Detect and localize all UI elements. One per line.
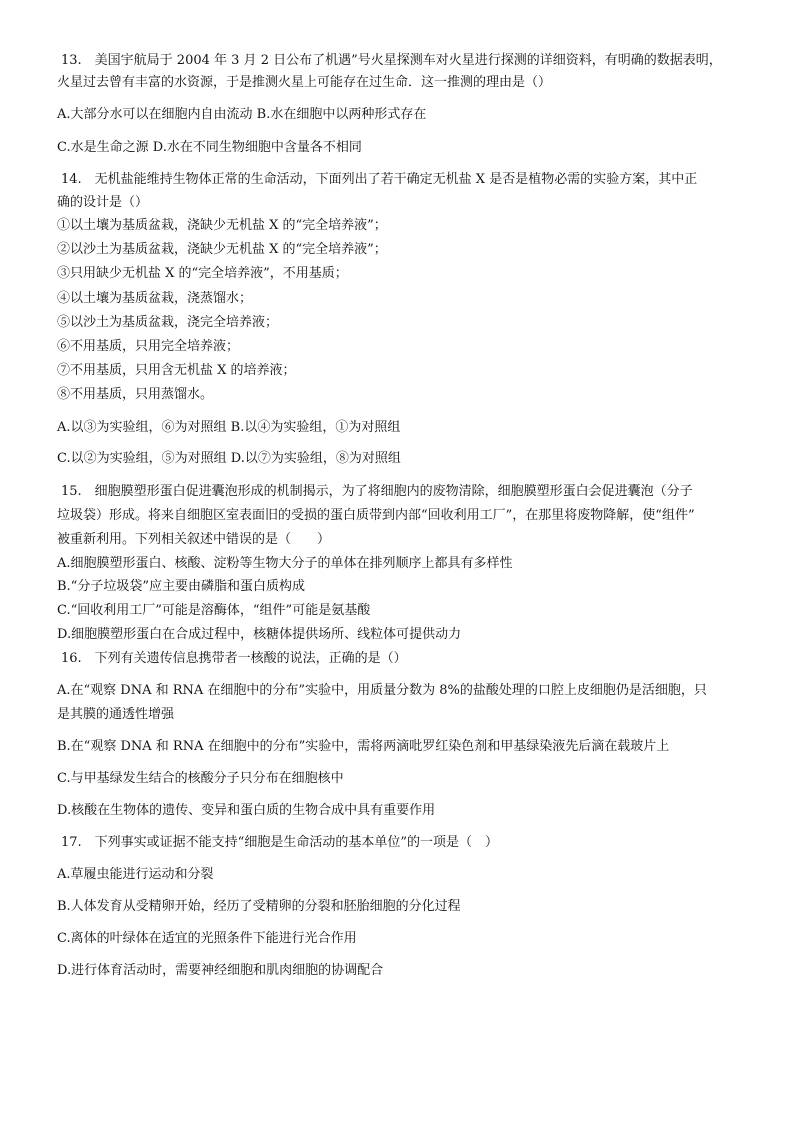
q13-option-line-1: A.大部分水可以在细胞内自由流动 B.水在细胞中以两种形式存在 [57, 107, 427, 122]
q14-item-8: ⑧不用基质，只用蒸馏水。 [57, 387, 214, 402]
q14-item-2: ②以沙土为基质盆栽，浇缺少无机盐 X 的“完全培养液”； [57, 242, 387, 257]
q13-stem-line-2: 火星过去曾有丰富的水资源，于是推测火星上可能存在过生命．这一推测的理由是（） [57, 75, 552, 90]
q15-option-c: C.“回收利用工厂”可能是溶酶体，“组件”可能是氨基酸 [57, 603, 371, 618]
q14-stem-line-1: 14. 无机盐能维持生物体正常的生命活动，下面列出了若干确定无机盐 X 是否是植物必需的实验方案，其中正 [61, 172, 698, 187]
q14-item-5: ⑤以沙土为基质盆栽，浇完全培养液； [57, 315, 279, 330]
q14-item-7: ⑦不用基质，只用含无机盐 X 的培养液； [57, 363, 296, 378]
q16-option-d: D.核酸在生物体的遗传、变异和蛋白质的生物合成中具有重要作用 [57, 803, 436, 818]
q15-stem-line-1: 15. 细胞膜塑形蛋白促进囊泡形成的机制揭示，为了将细胞内的废物清除，细胞膜塑形蛋白会促进囊泡（分子 [61, 484, 693, 499]
q15-option-b: B.“分子垃圾袋”应主要由磷脂和蛋白质构成 [57, 579, 305, 594]
q14-item-3: ③只用缺少无机盐 X 的“完全培养液”，不用基质； [57, 266, 348, 281]
q14-option-line-2: C.以②为实验组，⑤为对照组 D.以⑦为实验组，⑧为对照组 [57, 451, 401, 466]
q16-option-a-line-2: 是其膜的通透性增强 [57, 707, 175, 722]
q15-stem-line-3: 被重新利用。下列相关叙述中错误的是（ ） [57, 532, 331, 547]
q14-item-4: ④以土壤为基质盆栽，浇蒸馏水； [57, 291, 253, 306]
q15-option-d: D.细胞膜塑形蛋白在合成过程中，核糖体提供场所、线粒体可提供动力 [57, 627, 462, 642]
q16-option-a-line-1: A.在“观察 DNA 和 RNA 在细胞中的分布”实验中，用质量分数为 8%的盐酸处理的口腔上皮细胞仍是活细胞，只 [57, 683, 707, 698]
q14-option-line-1: A.以③为实验组，⑥为对照组 B.以④为实验组，①为对照组 [57, 420, 401, 435]
q17-option-d: D.进行体育活动时，需要神经细胞和肌肉细胞的协调配合 [57, 963, 384, 978]
q13-stem-line-1: 13. 美国宇航局于 2004 年 3 月 2 日公布了机遇”号火星探测车对火星进行探测的详细资料，有明确的数据表明， [61, 53, 722, 68]
q14-stem-line-2: 确的设计是（） [57, 195, 149, 210]
q17-option-a: A.草履虫能进行运动和分裂 [57, 867, 214, 882]
q17-stem-line-1: 17. 下列事实或证据不能支持“细胞是生命活动的基本单位”的一项是（ ） [61, 835, 498, 850]
q16-option-c: C.与甲基绿发生结合的核酸分子只分布在细胞核中 [57, 771, 344, 786]
q13-option-line-2: C.水是生命之源 D.水在不同生物细胞中含量各不相同 [57, 140, 362, 155]
q15-stem-line-2: 垃圾袋）形成。将来自细胞区室表面旧的受损的蛋白质带到内部“回收利用工厂”，在那里将废物降解，使“组件” [57, 508, 695, 523]
q15-option-a: A.细胞膜塑形蛋白、核酸、淀粉等生物大分子的单体在排列顺序上都具有多样性 [57, 556, 513, 571]
q14-item-6: ⑥不用基质，只用完全培养液； [57, 339, 240, 354]
q17-option-c: C.离体的叶绿体在适宜的光照条件下能进行光合作用 [57, 931, 357, 946]
q14-item-1: ①以土壤为基质盆栽，浇缺少无机盐 X 的“完全培养液”； [57, 218, 387, 233]
q16-stem-line-1: 16. 下列有关遗传信息携带者一核酸的说法，正确的是（） [61, 651, 407, 666]
q17-option-b: B.人体发育从受精卵开始，经历了受精卵的分裂和胚胎细胞的分化过程 [57, 899, 461, 914]
q16-option-b: B.在“观察 DNA 和 RNA 在细胞中的分布”实验中，需将两滴吡罗红染色剂和甲基绿染液先后滴在载玻片上 [57, 739, 670, 754]
